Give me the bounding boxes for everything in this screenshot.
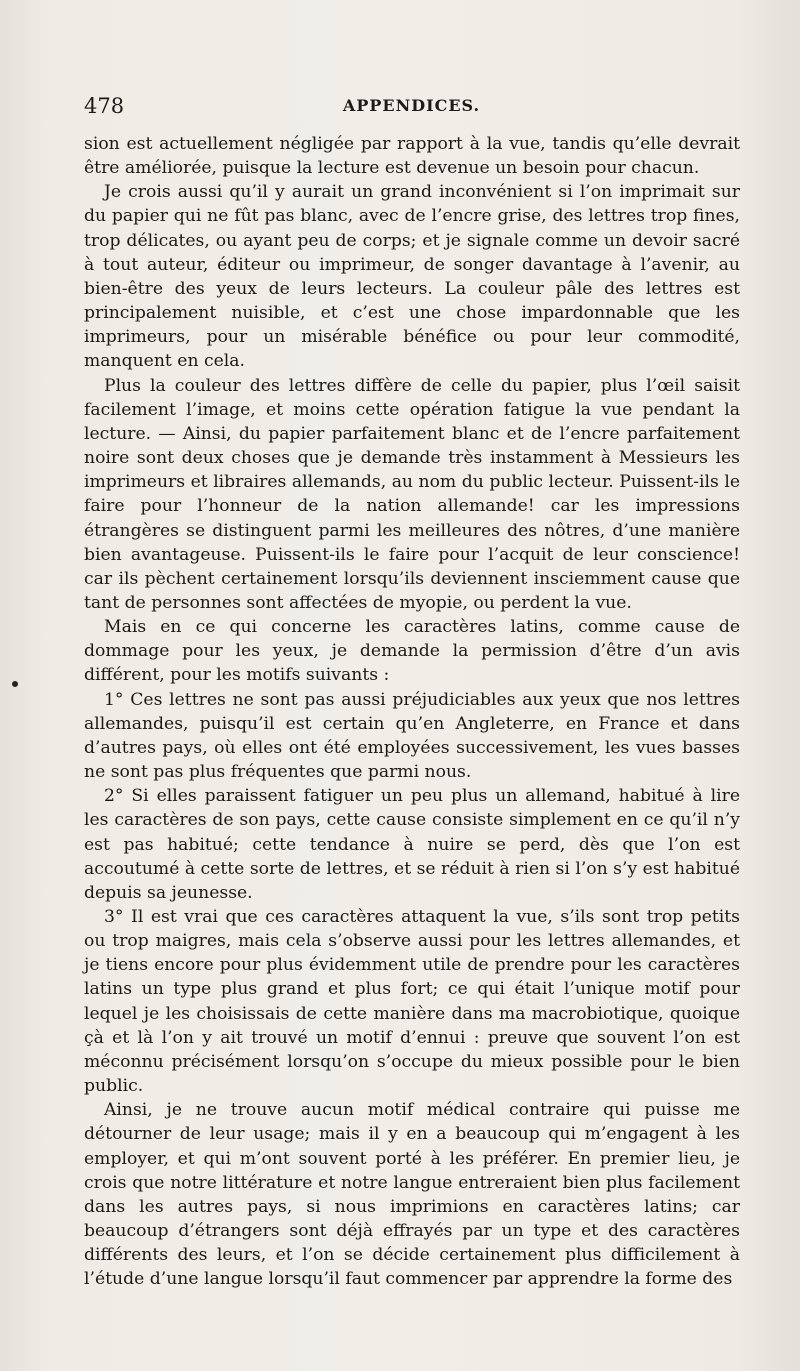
numbered-item-3: 3° Il est vrai que ces caractères attaquent la vue, s’ils sont trop petits ou trop maigres, mais cela s’observe aussi pour les lettres allemandes, et je tiens encore pour plus évidemment utile de prendre pour les caractères latins un type plus grand et plus fort; ce qui était l’unique motif pour lequel je les choisissais de cette manière dans ma macrobiotique, quoique çà et là l’on y ait trouvé un motif d’ennui : preuve que souvent l’on est méconnu précisément lorsqu’on s’occupe du mieux possible pour le bien public.	[84, 907, 740, 1097]
paragraph: Je crois aussi qu’il y aurait un grand inconvénient si l’on imprimait sur du papier qui ne fût pas blanc, avec de l’encre grise, des lettres trop fines, trop délicates, ou ayant peu de corps; et je signale comme un devoir sacré à tout auteur, éditeur ou imprimeur, de songer davantage à l’avenir, au bien-être des yeux de leurs lecteurs. La couleur pâle des lettres est principalement nuisible, et c’est une chose impardonnable que les imprimeurs, pour un misérable bénéfice ou pour leur commodité, manquent en cela.	[84, 182, 740, 372]
numbered-item-1: 1° Ces lettres ne sont pas aussi préjudiciables aux yeux que nos lettres allemandes, puisqu’il est certain qu’en Angleterre, en France et dans d’autres pays, où elles ont été employées successivement, les vues basses ne sont pas plus fréquentes que parmi nous.	[84, 689, 740, 783]
paragraph: Mais en ce qui concerne les caractères latins, comme cause de dommage pour les yeux, je demande la permission d’être d’un avis différent, pour les motifs suivants :	[84, 617, 740, 686]
running-head: APPENDICES.	[342, 96, 481, 115]
paragraph: Plus la couleur des lettres diffère de celle du papier, plus l’œil saisit facilement l’image, et moins cette opération fatigue la vue pendant la lecture. — Ainsi, du papier parfaitement blanc et de l’encre parfaitement noire sont deux choses que je demande très instamment à Messieurs les imprimeurs et libraires allemands, au nom du public lecteur. Puissent-ils le faire pour l’honneur de la nation allemande! car les impressions étrangères se distinguent parmi les meilleures des nôtres, d’une manière bien avantageuse. Puissent-ils le faire pour l’acquit de leur conscience! car ils pèchent certainement lorsqu’ils deviennent insciemment cause que tant de personnes sont affectées de myopie, ou perdent la vue.	[84, 375, 740, 613]
ink-speck	[12, 681, 18, 687]
page-header	[84, 94, 739, 124]
numbered-item-2: 2° Si elles paraissent fatiguer un peu plus un allemand, habitué à lire les caractères de son pays, cette cause consiste simplement en ce qu’il n’y est pas habitué; cette tendance à nuire se perd, dès que l’on est accoutumé à cette sorte de lettres, et se réduit à rien si l’on s’y est habitué depuis sa jeunesse.	[84, 786, 740, 903]
body-text	[84, 132, 740, 1292]
paragraph-continuation: sion est actuellement négligée par rapport à la vue, tandis qu’elle devrait être améliorée, puisque la lecture est devenue un besoin pour chacun.	[84, 134, 740, 179]
page-number: 478	[84, 94, 125, 118]
paragraph: Ainsi, je ne trouve aucun motif médical contraire qui puisse me détourner de leur usage; mais il y en a beaucoup qui m’engagent à les employer, et qui m’ont souvent porté à les préférer. En premier lieu, je crois que notre littérature et notre langue entreraient bien plus facilement dans les autres pays, si nous imprimions en caractères latins; car beaucoup d’étrangers sont déjà effrayés par un type et des caractères différents des leurs, et l’on se décide certainement plus difficilement à l’étude d’une langue lorsqu’il faut commencer par apprendre la forme des	[84, 1100, 740, 1290]
